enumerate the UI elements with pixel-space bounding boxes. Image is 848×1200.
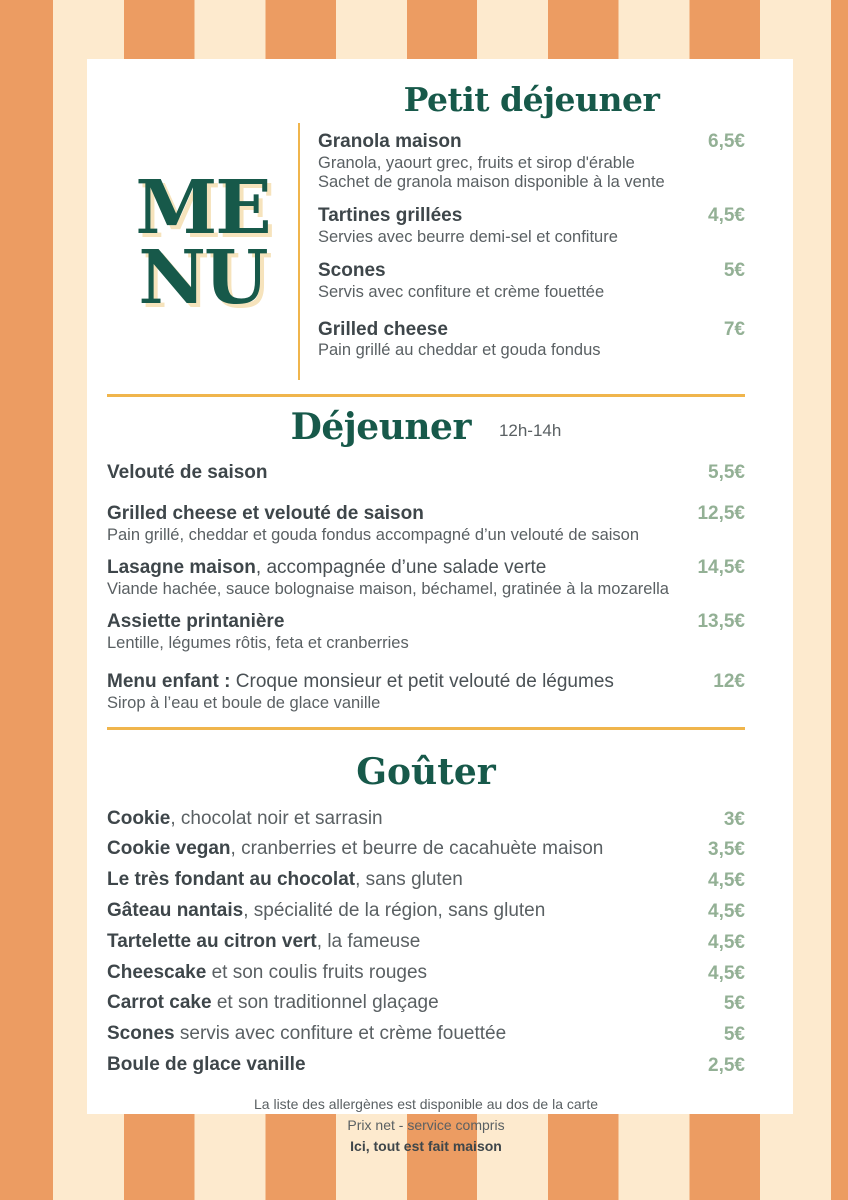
item-name: Cheescake <box>107 961 207 983</box>
menu-item <box>318 319 745 361</box>
item-name-suffix: , cranberries et beurre de cacahuète maison <box>230 838 604 860</box>
item-price: 4,5€ <box>708 931 745 953</box>
menu-card <box>87 59 793 1154</box>
item-name: Scones <box>318 260 386 282</box>
petit-dejeuner-title: Petit déjeuner <box>403 80 660 119</box>
item-name-suffix: et son traditionnel glaçage <box>211 992 439 1014</box>
menu-item <box>107 901 745 924</box>
item-name: Grilled cheese et velouté de saison <box>107 502 424 524</box>
item-description: Servies avec beurre demi-sel et confiture <box>318 228 618 247</box>
item-price: 3,5€ <box>708 839 745 861</box>
item-price: 5€ <box>723 993 745 1015</box>
menu-item <box>107 993 745 1016</box>
menu-item <box>107 1024 745 1047</box>
item-name: Velouté de saison <box>107 462 268 483</box>
item-price: 2,5€ <box>708 1054 745 1076</box>
menu-logo-line1: ME <box>135 164 270 251</box>
item-name-suffix: , sans gluten <box>355 869 463 891</box>
dejeuner-title: Déjeuner <box>290 405 471 448</box>
section-divider <box>107 394 745 397</box>
menu-logo <box>135 164 270 322</box>
menu-item-menu-enfant <box>107 671 745 713</box>
item-name: Gâteau nantais <box>107 899 244 921</box>
item-name: Tartines grillées <box>318 205 463 227</box>
menu-footer <box>107 1094 745 1157</box>
item-description: Viande hachée, sauce bolognaise maison, béchamel, gratinée à la mozarella <box>107 579 669 598</box>
menu-item <box>107 809 745 832</box>
price-note: Prix net - service compris <box>347 1116 505 1133</box>
item-description: Granola, yaourt grec, fruits et sirop d'érable <box>318 153 635 172</box>
menu-item <box>107 932 745 955</box>
item-price: 14,5€ <box>697 556 745 578</box>
item-description: Servis avec confiture et crème fouettée <box>318 283 605 302</box>
menu-item <box>107 963 745 986</box>
item-price: 5€ <box>723 260 745 282</box>
menu-item <box>107 557 745 599</box>
item-description: Pain grillé, cheddar et gouda fondus accompagné d’un velouté de saison <box>107 525 640 544</box>
item-name-suffix: , la fameuse <box>316 930 421 952</box>
item-name: Grilled cheese <box>318 318 448 340</box>
item-description: Sirop à l’eau et boule de glace vanille <box>107 693 381 712</box>
item-name-suffix: servis avec confiture et crème fouettée <box>174 1023 507 1045</box>
menu-item <box>107 839 745 862</box>
section-dejeuner <box>107 407 745 714</box>
item-price: 6,5€ <box>708 130 745 152</box>
menu-item <box>318 260 745 302</box>
item-name: Tartelette au citron vert <box>107 930 317 952</box>
item-name-suffix: et son coulis fruits rouges <box>206 961 428 983</box>
dejeuner-items <box>107 462 745 713</box>
menu-item <box>107 462 745 485</box>
item-price: 4,5€ <box>708 900 745 922</box>
item-price: 12,5€ <box>697 502 745 524</box>
menu-item <box>318 131 745 192</box>
section-petit-dejeuner <box>107 81 745 380</box>
item-name: Le très fondant au chocolat <box>107 869 356 891</box>
item-name: Granola maison <box>318 130 462 152</box>
item-name-suffix: , chocolat noir et sarrasin <box>170 807 383 829</box>
item-price: 4,5€ <box>708 205 745 227</box>
item-price: 7€ <box>723 318 745 340</box>
item-description: Pain grillé au cheddar et gouda fondus <box>318 341 601 360</box>
item-name: Boule de glace vanille <box>107 1053 306 1075</box>
allergens-note: La liste des allergènes est disponible au dos de la carte <box>254 1095 598 1112</box>
item-name: Cookie <box>107 807 171 829</box>
item-price: 5€ <box>723 1024 745 1046</box>
menu-item <box>107 503 745 545</box>
gouter-items <box>107 809 745 1078</box>
item-price: 4,5€ <box>708 962 745 984</box>
item-price: 5,5€ <box>708 462 745 483</box>
item-name: Assiette printanière <box>107 610 285 632</box>
item-price: 12€ <box>713 671 745 693</box>
section-gouter <box>107 752 745 1078</box>
item-description: Lentille, légumes rôtis, feta et cranberries <box>107 633 409 652</box>
item-name: Menu enfant : <box>107 671 231 693</box>
item-name: Carrot cake <box>107 992 212 1014</box>
menu-item <box>107 1055 745 1078</box>
logo-column <box>107 123 298 380</box>
item-price: 13,5€ <box>697 610 745 632</box>
item-price: 4,5€ <box>708 870 745 892</box>
petit-dejeuner-body <box>107 123 745 380</box>
dejeuner-hours: 12h-14h <box>498 421 562 440</box>
item-name: Scones <box>107 1023 175 1045</box>
gouter-title: Goûter <box>356 751 496 794</box>
item-name: Cookie vegan <box>107 838 231 860</box>
menu-item <box>107 611 745 653</box>
item-name-suffix: Croque monsieur et petit velouté de légumes <box>230 671 614 693</box>
item-price: 3€ <box>723 808 745 830</box>
item-name-suffix: , accompagnée d’une salade verte <box>255 556 547 578</box>
item-name: Lasagne maison <box>107 556 256 578</box>
item-name-suffix: , spécialité de la région, sans gluten <box>243 899 546 921</box>
section-divider <box>107 727 745 730</box>
menu-item <box>107 870 745 893</box>
menu-logo-line2: NU <box>138 235 267 322</box>
menu-item <box>318 205 745 247</box>
item-description: Sachet de granola maison disponible à la vente <box>318 173 665 192</box>
homemade-note: Ici, tout est fait maison <box>350 1137 502 1154</box>
petit-dejeuner-items <box>298 123 745 380</box>
